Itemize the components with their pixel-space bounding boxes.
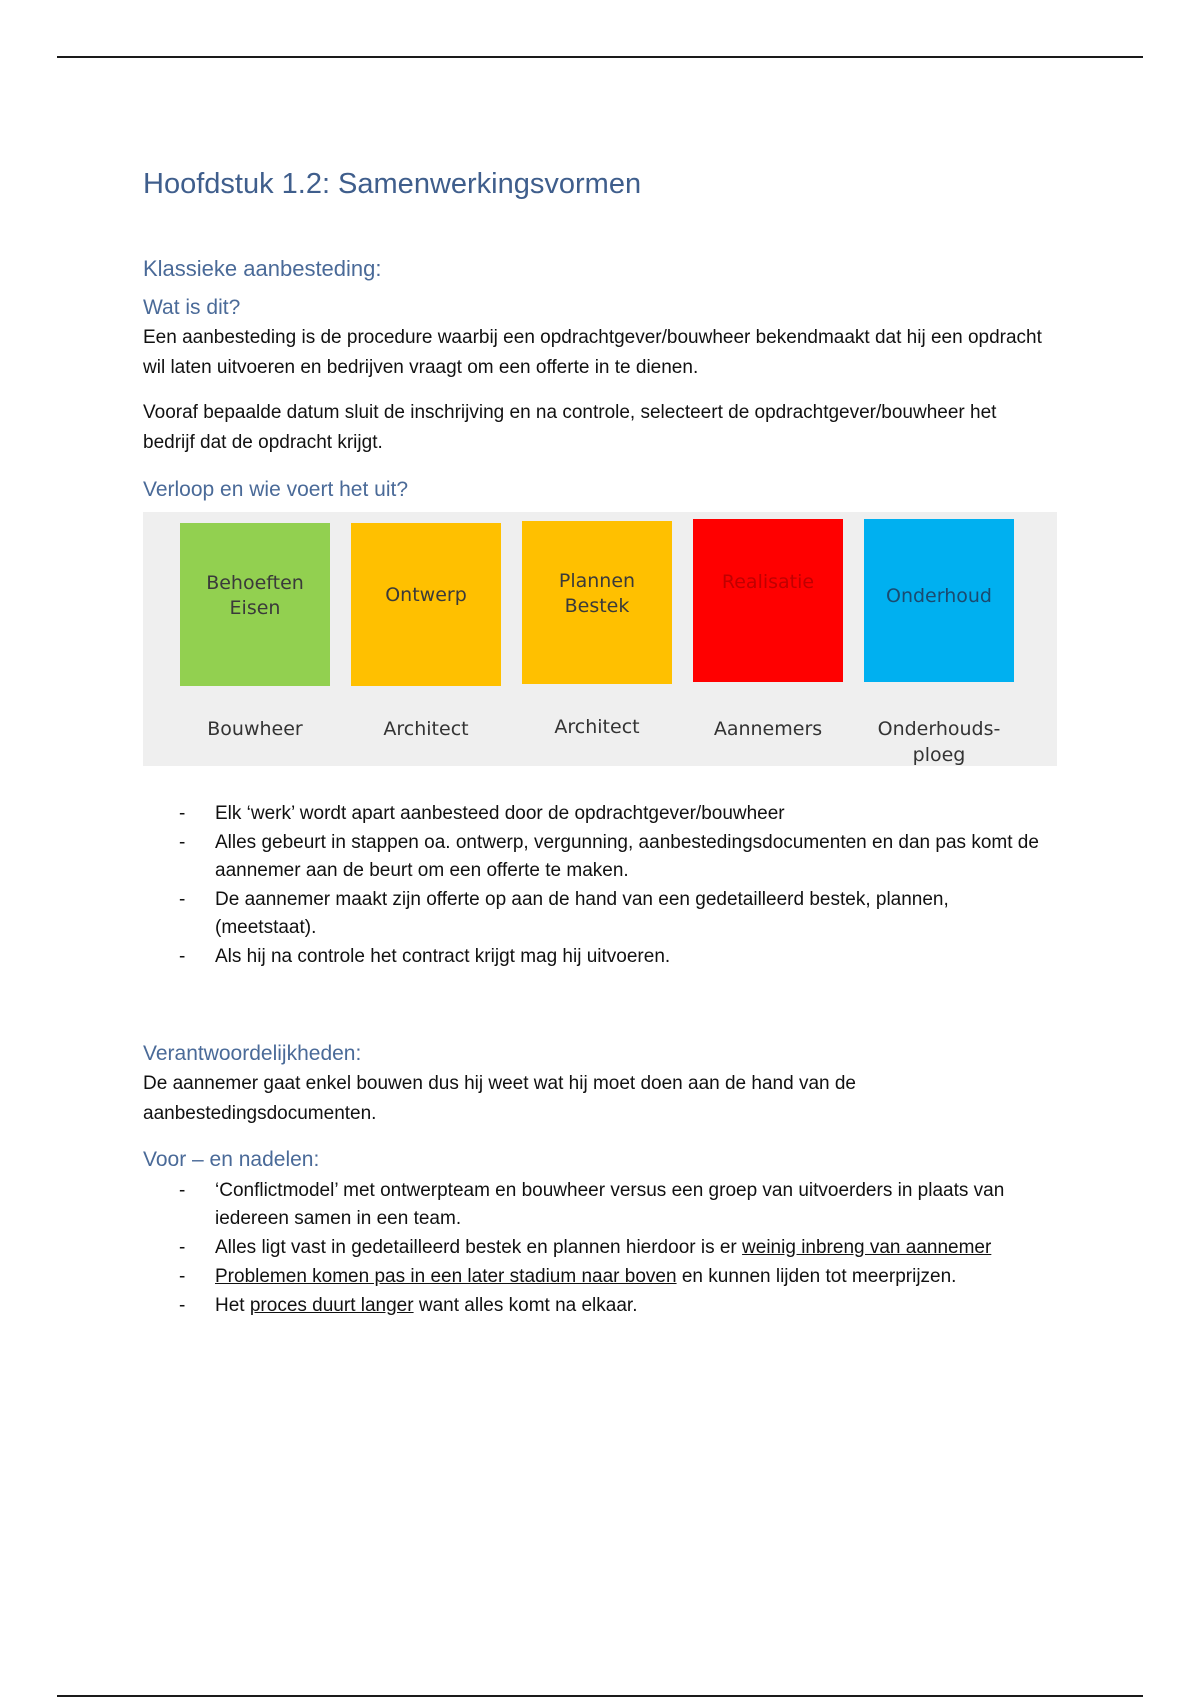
bullet-text: en kunnen lijden tot meerprijzen. bbox=[676, 1266, 957, 1287]
bottom-rule bbox=[57, 1695, 1143, 1697]
list-item: - ‘Conflictmodel’ met ontwerpteam en bouwheer versus een groep van uitvoerders in plaats van iedereen samen in een team. bbox=[179, 1180, 1005, 1229]
bullet-text: Het bbox=[215, 1295, 250, 1316]
bullet-text: Elk ‘werk’ wordt apart aanbesteed door de opdrachtgever/bouwheer bbox=[215, 803, 785, 824]
proscons-bullets bbox=[179, 1177, 1039, 1321]
list-item: - De aannemer maakt zijn offerte op aan de hand van een gedetailleerd bestek, plannen, (meetstaat). bbox=[179, 889, 949, 938]
phase-box: Realisatie bbox=[693, 519, 843, 682]
process-title: Verloop en wie voert het uit? bbox=[143, 478, 409, 501]
list-item: - Als hij na controle het contract krijgt mag hij uitvoeren. bbox=[179, 946, 671, 967]
list-item: - Het proces duurt langer want alles komt na elkaar. bbox=[179, 1295, 638, 1316]
list-item: - Problemen komen pas in een later stadium naar boven en kunnen lijden tot meerprijzen. bbox=[179, 1266, 957, 1287]
what-title: Wat is dit? bbox=[143, 296, 241, 319]
list-item: - Elk ‘werk’ wordt apart aanbesteed door de opdrachtgever/bouwheer bbox=[179, 803, 785, 824]
phase-box: Onderhoud bbox=[864, 519, 1014, 682]
phase-role: Onderhouds- ploeg bbox=[877, 718, 1001, 766]
phase-requirements bbox=[180, 523, 330, 740]
bullet-text: want alles komt na elkaar. bbox=[413, 1295, 638, 1316]
process-bullets bbox=[179, 800, 1039, 972]
underlined-text: weinig inbreng van aannemer bbox=[742, 1237, 992, 1258]
proscons-title: Voor – en nadelen: bbox=[143, 1148, 320, 1171]
underlined-text: Problemen komen pas in een later stadium naar boven bbox=[215, 1266, 677, 1287]
page-title: Hoofdstuk 1.2: Samenwerkingsvormen bbox=[143, 168, 642, 200]
responsibilities-title: Verantwoordelijkheden: bbox=[143, 1042, 362, 1065]
phase-maintenance bbox=[864, 519, 1014, 766]
phase-plans bbox=[522, 521, 672, 738]
section-title: Klassieke aanbesteding: bbox=[143, 256, 382, 281]
phase-role: Architect bbox=[554, 716, 640, 738]
phase-design bbox=[351, 523, 501, 740]
phase-box: Behoeften Eisen bbox=[180, 523, 330, 686]
underlined-text: proces duurt langer bbox=[249, 1295, 414, 1316]
bullet-text: Als hij na controle het contract krijgt mag hij uitvoeren. bbox=[215, 946, 671, 967]
selection-paragraph: Vooraf bepaalde datum sluit de inschrijving en na controle, selecteert de opdrachtgever/bouwheer het bedrijf dat de opdracht krijgt. bbox=[143, 402, 997, 453]
phase-box: Plannen Bestek bbox=[522, 521, 672, 684]
list-item: - Alles gebeurt in stappen oa. ontwerp, vergunning, aanbestedingsdocumenten en dan pas komt de aannemer aan de beurt om een offerte te maken. bbox=[179, 832, 1039, 881]
list-item: - Alles ligt vast in gedetailleerd bestek en plannen hierdoor is er weinig inbreng van aannemer bbox=[179, 1237, 992, 1258]
bullet-text: ‘Conflictmodel’ met ontwerpteam en bouwheer versus een groep van uitvoerders in plaats van iedereen samen in een team. bbox=[215, 1180, 1005, 1229]
process-diagram bbox=[143, 512, 1057, 766]
top-rule bbox=[57, 56, 1143, 58]
phase-role: Architect bbox=[383, 718, 469, 740]
bullet-text: Alles ligt vast in gedetailleerd bestek en plannen hierdoor is er bbox=[215, 1237, 743, 1258]
bullet-text: De aannemer maakt zijn offerte op aan de hand van een gedetailleerd bestek, plannen, (meetstaat). bbox=[215, 889, 949, 938]
intro-paragraph: Een aanbesteding is de procedure waarbij een opdrachtgever/bouwheer bekendmaakt dat hij een opdracht wil laten uitvoeren en bedrijven vraagt om een offerte in te dienen. bbox=[143, 327, 1042, 378]
phase-realisation bbox=[693, 519, 843, 740]
responsibilities-text: De aannemer gaat enkel bouwen dus hij weet wat hij moet doen aan de hand van de aanbestedingsdocumenten. bbox=[143, 1073, 856, 1124]
bullet-text: Alles gebeurt in stappen oa. ontwerp, vergunning, aanbestedingsdocumenten en dan pas komt de aannemer aan de beurt om een offerte te maken. bbox=[215, 832, 1039, 881]
phase-role: Bouwheer bbox=[207, 718, 303, 740]
phase-box: Ontwerp bbox=[351, 523, 501, 686]
phase-role: Aannemers bbox=[713, 718, 823, 740]
